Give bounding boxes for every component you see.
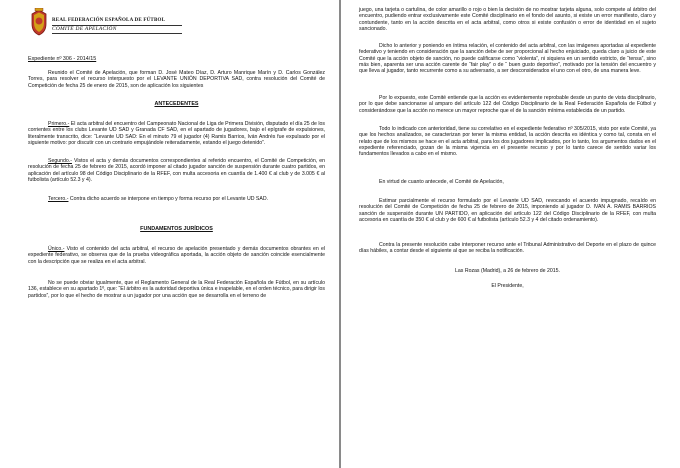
header-rule-bottom — [52, 33, 182, 34]
file-reference: Expediente nº 306 - 2014/15 — [28, 56, 97, 62]
tercero-paragraph — [28, 196, 325, 202]
reglamento-paragraph: No se puede obviar igualmente, que el Reglamento General de la Real Federación Española de Fútbol, en su artículo 136, establece en su apartado 1º, que: “El árbitro es la autoridad deportiva única e inapelable, en el orden técnico, para dirigir los partidos”, por lo que el hecho de mostrar a un jugador por una acción que se desarrolla en el terreno de — [28, 280, 325, 299]
todo-paragraph: Todo lo indicado con anterioridad, tiene su correlativo en el expediente federativo nº 305/2015, visto por este Comité, ya que los hechos analizados, se caracterizan por tener la misma entidad, la acción descrita es idéntica y como tal, consta en el relato que de los mismos se hace en el acta arbitral, para los dos jugadores implicados, por lo tanto, los argumentos dados en el expediente referenciado, gozan de la misma vigencia en el presente recurso y por lo tanto carece de sentido variar los fundamentos llevados a cabo en el mismo. — [359, 126, 656, 158]
page-right — [341, 0, 680, 468]
contra-block — [359, 242, 656, 255]
date-line: Las Rozas (Madrid), a 26 de febrero de 2015. — [455, 268, 560, 274]
dicho-block — [359, 43, 656, 74]
contra-paragraph: Contra la presente resolución cabe interponer recurso ante el Tribunal Administrativo del Deporte en el plazo de quince días hábiles, a contar desde el siguiente al que se reciba la notificación. — [359, 242, 656, 255]
en-virtud-paragraph: En virtud de cuanto antecede, el Comité de Apelación, — [379, 179, 504, 185]
en-virtud-block — [359, 179, 656, 185]
tercero-text: Contra dicho acuerdo se interpone en tiempo y forma recurso por el Levante UD SAD. — [69, 196, 269, 202]
intro-block — [28, 70, 325, 89]
segundo-paragraph — [28, 158, 325, 183]
continuation-paragraph: juego, una tarjeta o cartulina, de color amarillo o rojo o bien la decisión de no mostrar tarjeta alguna, solo compete al árbitro del encuentro, pudiendo entrar exclusivamente este Comité disciplinario en el fondo del asunto, si existe un error manifiesto, claro y contundente, tanto en la acción descrita en el acta arbitral, como otros si existe confusión o error de identidad en el sujeto sancionado. — [359, 7, 656, 32]
fundamentos-heading-block — [28, 226, 325, 232]
continuation-block — [359, 7, 656, 32]
estimar-block — [359, 198, 656, 223]
federation-name: REAL FEDERACIÓN ESPAÑOLA DE FÚTBOL — [52, 18, 166, 23]
segundo-block — [28, 158, 325, 183]
tercero-label: Tercero.- — [48, 196, 69, 202]
unico-label: Único.- — [48, 246, 65, 252]
primero-label: Primero.- — [48, 121, 70, 127]
signature-block — [359, 283, 656, 289]
primero-paragraph — [28, 121, 325, 146]
unico-paragraph — [28, 246, 325, 265]
reglamento-block — [28, 280, 325, 299]
por-lo-expuesto-block — [359, 95, 656, 114]
tercero-block — [28, 196, 325, 202]
signature-line: El Presidente, — [491, 283, 524, 289]
letterhead — [28, 8, 228, 40]
intro-paragraph: Reunido el Comité de Apelación, que forman D. José Mateo Díaz, D. Arturo Manrique Marín y D. Carlos González Torres, para resolver el recurso interpuesto por el LEVANTE UNIÓN DEPORTIVA SAD, contra resolución del Comité de Competición de fecha 25 de enero de 2015, son de aplicación los siguientes — [28, 70, 325, 89]
antecedentes-heading-block — [28, 101, 325, 107]
committee-name: COMITÉ DE APELACIÓN — [52, 26, 117, 32]
todo-block — [359, 126, 656, 157]
unico-text: Visto el contenido del acta arbitral, el recurso de apelación presentado y demás documentos obrantes en el expediente federativo, se observa que de la prueba videográfica aportada, la acción objeto de sanción coincide esencialmente con la descripción que se realiza en el acta arbitral. — [28, 246, 325, 265]
por-lo-expuesto-paragraph: Por lo expuesto, este Comité entiende que la acción es evidentemente reprobable desde un punto de vista disciplinario, por lo que debe sancionarse al amparo del artículo 122 del Código Disciplinario de la Real Federación Española de Fútbol y considerándose que la acción no merece un mayor reproche que el de la sanción mínima establecida de un partido. — [359, 95, 656, 114]
primero-block — [28, 121, 325, 146]
antecedentes-heading: ANTECEDENTES — [154, 101, 199, 107]
date-block — [359, 268, 656, 274]
estimar-paragraph: Estimar parcialmente el recurso formulado por el Levante UD SAD, revocando el acuerdo impugnado, recaído en resolución del Comité de Competición de fecha 25 de febrero de 2015, imponiendo al jugador D. IVAN A. RAMIS BARRIOS sanción de suspensión durante UN PARTIDO, en aplicación del artículo 122 del Código Disciplinario de la RFEF, con multa accesoria en cuantía de 350 € al club y de 600 € al futbolista (artículo 52.3 y 4 del citado ordenamiento). — [359, 198, 656, 223]
fundamentos-heading: FUNDAMENTOS JURÍDICOS — [140, 226, 213, 232]
page-left — [0, 0, 339, 468]
federation-crest-icon — [28, 8, 50, 36]
dicho-paragraph: Dicho lo anterior y poniendo en íntima relación, el contenido del acta arbitral, con las imágenes aportadas al expediente federativo y teniendo en consideración que la sanción debe de ser proporcional al hecho enjuiciado, queda claro a juicio de este Comité que la acción objeto de sanción, no puede calificarse como “violenta”, ni siquiera en un sentido estricto, de “tensa”, sino más bien, aparenta ser una acción carente de “fair play” o de “ buen gusto deportivo”, motivado por la tensión del encuentro y que lleva al jugador, tanto recurrente como a su adversario, a ser desconsiderados el uno con el otro, de una manera leve. — [359, 43, 656, 75]
primero-text: El acta arbitral del encuentro del Campeonato Nacional de Liga de Primera División, disputado el día 25 de los corrientes entre los clubs Levante UD SAD y Granada CF SAD, en el apartado de jugadores, bajo el epígrafe de expulsiones, literalmente transcrito, dice: “Levante UD SAD: En el minuto 79 el jugador (4) Ramis Barrios, Iván Andrés fue expulsado por el siguiente motivo: por discutir con un contrario empujándole reiteradamente, estando el juego detenido”. — [28, 121, 325, 146]
unico-block — [28, 246, 325, 265]
segundo-label: Segundo.- — [48, 158, 72, 164]
segundo-text: Vistos el acta y demás documentos correspondientes al referido encuentro, el Comité de Competición, en resolución de fecha 25 de febrero de 2015, acordó imponer al citado jugador sanción de suspensión durante cuatro partidos, en aplicación del artículo 98 del Código Disciplinario de la RFEF, con multa accesoria en cuantía de 1.400 € al club y de 3.005 € al futbolista (artículo 52.3 y 4). — [28, 158, 325, 183]
